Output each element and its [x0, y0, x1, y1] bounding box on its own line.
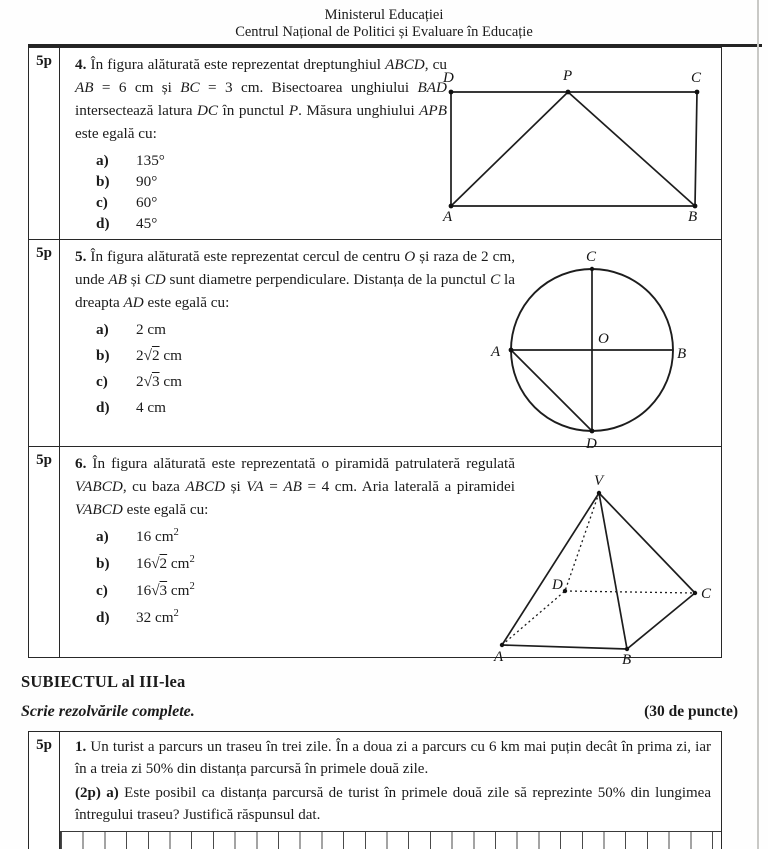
pyramid-label-a: A [494, 649, 504, 666]
circle-figure [479, 246, 711, 452]
problem-1-content [60, 732, 721, 849]
problem-1-intro: 1. Un turist a parcurs un traseu în trei zile. În a doua zi a parcurs cu 6 km mai puțin decât în prima zi, iar în a treia zi 50% din distanța parcursă în primele două zile. [75, 739, 711, 778]
header-center: Centrul Național de Politici și Evaluare în Educație [235, 24, 533, 41]
problem-1-row [29, 732, 721, 849]
option-value: 2 cm [136, 321, 166, 339]
header-ministry: Ministerul Educației [324, 7, 444, 23]
question-5-text: 5. În figura alăturată este reprezentat cercul de centru O și raza de 2 cm, unde AB și CD sunt diametre perpendiculare. Distanța de la punctul C la dreapta AD este egală cu: [75, 248, 515, 312]
option-value: 135° [136, 152, 165, 170]
option-value: 16√2 $cm^2$ [136, 554, 195, 573]
rectangle-figure [437, 56, 719, 222]
option-label: b) [96, 347, 110, 365]
circle-label-o: O [598, 331, 609, 348]
rect-label-a: A [443, 209, 453, 223]
option-value: 16√3 $cm^2$ [136, 581, 195, 600]
question-5-row [29, 240, 721, 453]
pyramid-label-d: D [552, 577, 563, 594]
rect-label-b: B [688, 209, 698, 223]
question-4-content [60, 48, 721, 239]
problem-1-points: 5p [29, 732, 60, 849]
subject3-problem-table [28, 731, 722, 849]
option-value: 16 $cm^2$ [136, 527, 179, 546]
question-4-row [29, 48, 721, 240]
question-6-content [60, 447, 721, 666]
rect-label-d: D [443, 70, 454, 87]
pyramid-label-b: B [622, 652, 632, 666]
problem-1-part-a: (2p) a) Este posibil ca distanța parcursă de turist în primele două zile să reprezinte 50% din lungimea întregului traseu? Justifică răspunsul dat. [75, 785, 712, 824]
option-value: 32 $cm^2$ [136, 608, 179, 627]
question-6-points: 5p [29, 447, 60, 657]
pyramid-label-v: V [594, 473, 604, 490]
option-label: a) [96, 321, 109, 339]
answer-grid [60, 831, 721, 849]
section3-instruction: Scrie rezolvările complete. [21, 703, 195, 721]
option-label: c) [96, 194, 108, 212]
question-5-content [60, 240, 721, 453]
option-label: a) [96, 528, 109, 546]
option-label: b) [96, 173, 110, 191]
option-value: 45° [136, 215, 158, 233]
option-label: d) [96, 609, 110, 627]
scan-page-edge [757, 0, 759, 849]
pyramid-figure [475, 473, 715, 665]
option-label: c) [96, 582, 108, 600]
circle-label-a: A [491, 344, 501, 361]
option-value: 2√2 cm [136, 347, 182, 365]
question-6-text: 6. În figura alăturată este reprezentată o piramidă patrulateră regulată VABCD, cu baza ABCD și VA = AB = 4 cm. Aria laterală a piramidei VABCD este egală cu: [75, 455, 515, 519]
rect-label-p: P [563, 68, 573, 85]
section3-instruction-row [21, 703, 738, 721]
option-value: 4 cm [136, 399, 166, 417]
section3-points-total: (30 de puncte) [644, 703, 738, 721]
option-label: c) [96, 373, 108, 391]
option-label: a) [96, 152, 109, 170]
subject2-questions-table [28, 47, 722, 666]
rect-label-c: C [691, 70, 702, 87]
option-value: 90° [136, 173, 158, 191]
question-5-points: 5p [29, 240, 60, 446]
question-4-points: 5p [29, 48, 60, 239]
pyramid-label-c: C [701, 586, 712, 603]
circle-label-c: C [586, 249, 597, 266]
option-label: d) [96, 399, 110, 417]
option-value: 60° [136, 194, 158, 212]
circle-label-d: D [586, 436, 597, 453]
question-6-row [29, 447, 721, 666]
option-label: b) [96, 555, 110, 573]
circle-label-b: B [677, 346, 687, 363]
document-header [0, 0, 768, 41]
question-4-text: 4. În figura alăturată este reprezentat dreptunghiul ABCD, cu AB = 6 cm și BC = 3 cm. Bisectoarea unghiului BAD intersectează latura DC în punctul P. Măsura unghiului APB este egală cu: [75, 56, 448, 143]
option-value: 2√3 cm [136, 373, 182, 391]
section3-title: SUBIECTUL al III-lea [21, 672, 186, 692]
option-label: d) [96, 215, 110, 233]
